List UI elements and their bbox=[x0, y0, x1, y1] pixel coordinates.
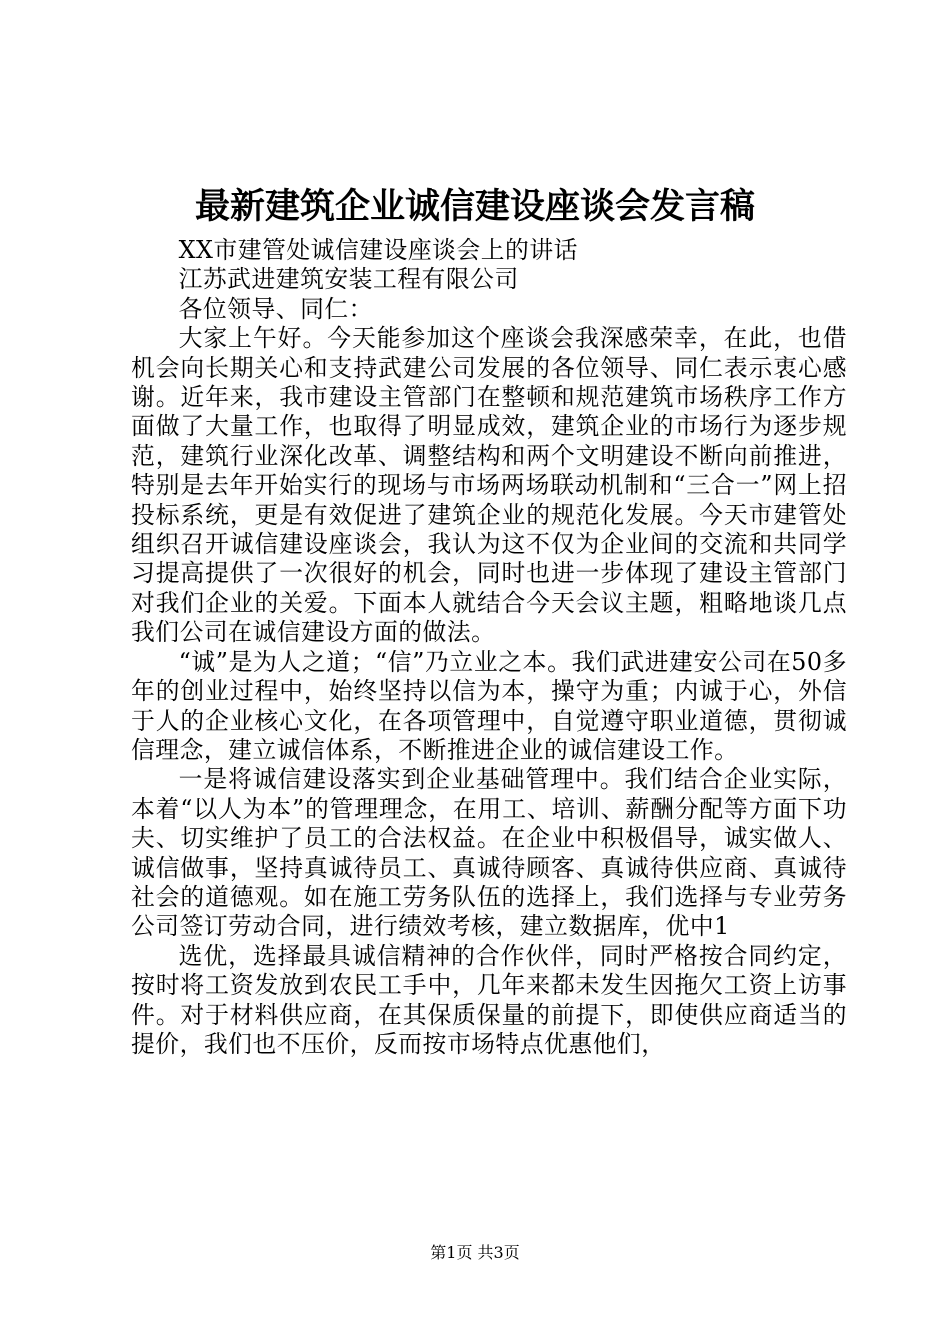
company-name: 江苏武进建筑安装工程有限公司 bbox=[178, 265, 519, 294]
paragraph-point-one: 一是将诚信建设落实到企业基础管理中。我们结合企业实际，本着“以人为本”的管理理念，在用工、培训、薪酬分配等方面下功夫、切实维护了员工的合法权益。在企业中积极倡导，诚实做人、诚信做事，坚持真诚待员工、真诚待顾客、真诚待供应商、真诚待社会的道德观。如在施工劳务队伍的选择上，我们选择与专业劳务公司签订劳动合同，进行绩效考核，建立数据库，优中1 bbox=[131, 765, 847, 941]
document-title: 最新建筑企业诚信建设座谈会发言稿 bbox=[194, 186, 755, 227]
paragraph-intro: 大家上午好。今天能参加这个座谈会我深感荣幸，在此，也借机会向长期关心和支持武建公司发展的各位领导、同仁表示衷心感谢。近年来，我市建设主管部门在整顿和规范建筑市场秩序工作方面做了大量工作，也取得了明显成效，建筑企业的市场行为逐步规范，建筑行业深化改革、调整结构和两个文明建设不断向前推进，特别是去年开始实行的现场与市场两场联动机制和“三合一”网上招投标系统，更是有效促进了建筑企业的规范化发展。今天市建管处组织召开诚信建设座谈会，我认为这不仅为企业间的交流和共同学习提高提供了一次很好的机会，同时也进一步体现了建设主管部门对我们企业的关爱。下面本人就结合今天会议主题，粗略地谈几点我们公司在诚信建设方面的做法。 bbox=[131, 324, 847, 647]
paragraph-selection: 选优，选择最具诚信精神的合作伙伴，同时严格按合同约定，按时将工资发放到农民工手中，几年来都未发生因拖欠工资上访事件。对于材料供应商，在其保质保量的前提下，即使供应商适当的提价，我们也不压价，反而按市场特点优惠他们， bbox=[131, 941, 847, 1058]
document-body bbox=[131, 236, 847, 1059]
salutation: 各位领导、同仁： bbox=[178, 294, 373, 323]
speech-heading: XX市建管处诚信建设座谈会上的讲话 bbox=[178, 236, 578, 264]
page-number-footer: 第1页 共3页 bbox=[430, 1243, 520, 1262]
paragraph-integrity: “诚”是为人之道；“信”乃立业之本。我们武进建安公司在50多年的创业过程中，始终坚持以信为本，操守为重；内诚于心，外信于人的企业核心文化，在各项管理中，自觉遵守职业道德，贯彻诚信理念，建立诚信体系，不断推进企业的诚信建设工作。 bbox=[131, 647, 847, 764]
